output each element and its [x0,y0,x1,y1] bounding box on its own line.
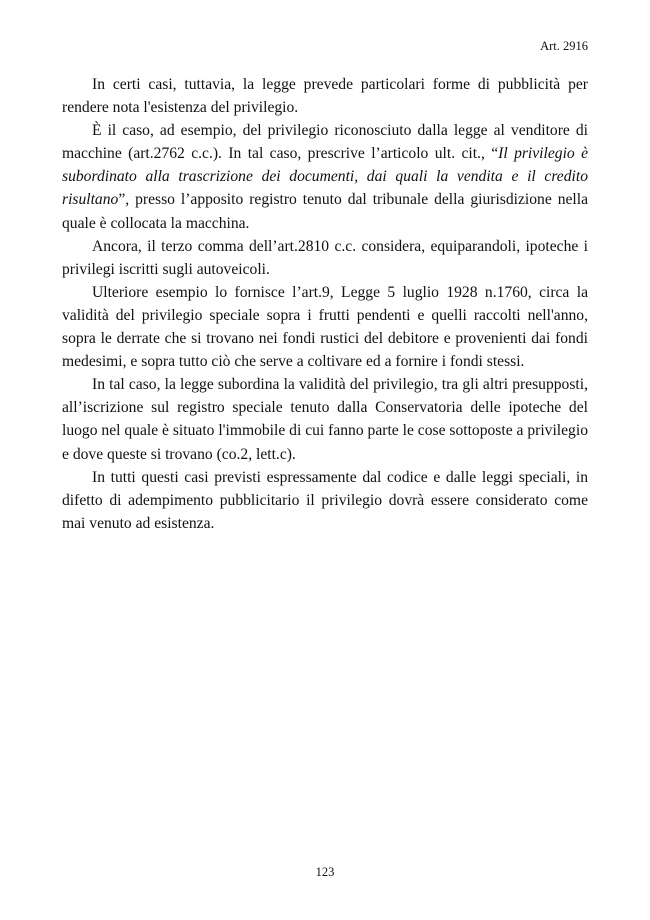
running-header: Art. 2916 [540,39,588,53]
body-text [62,73,588,535]
page-number: 123 [315,865,335,879]
paragraph-6: In tutti questi casi previsti espressamente dal codice e dalle leggi speciali, in difetto di adempimento pubblicitario il privilegio dovrà essere considerato come mai venuto ad esistenza. [62,468,588,532]
paragraph-5: In tal caso, la legge subordina la validità del privilegio, tra gli altri presupposti, all’iscrizione sul registro speciale tenuto dalla Conservatoria delle ipoteche del luogo nel quale è situato l'immobile di cui fanno parte le cose sottoposte a privilegio e dove queste si trovano (co.2, lett.c). [62,376,588,463]
paragraph-4: Ulteriore esempio lo fornisce l’art.9, Legge 5 luglio 1928 n.1760, circa la validità del privilegio speciale sopra i frutti pendenti e quelli raccolti nell'anno, sopra le derrate che si trovano nei fondi rustici del debitore e provenienti dai fondi medesimi, e sopra tutto ciò che serve a coltivare ed a fornire i fondi stessi. [62,283,588,371]
paragraph-3: Ancora, il terzo comma dell’art.2810 c.c. considera, equiparandoli, ipoteche i privilegi iscritti sugli autoveicoli. [62,237,588,278]
paragraph-2-text-before: È il caso, ad esempio, del privilegio riconosciuto dalla legge al venditore di macchine (art.2762 c.c.). In tal caso, prescrive l’articolo ult. cit., “ [62,122,588,163]
paragraph-2 [62,119,588,234]
paragraph-2-quotation: Il privilegio è subordinato alla trascrizione dei documenti, dai quali la vendita e il credito risultano [62,145,588,209]
paragraph-1: In certi casi, tuttavia, la legge prevede particolari forme di pubblicità per rendere nota l'esistenza del privilegio. [62,76,588,117]
paragraph-2-text-after: ”, presso l’apposito registro tenuto dal tribunale della giurisdizione nella quale è collocata la macchina. [62,191,588,232]
